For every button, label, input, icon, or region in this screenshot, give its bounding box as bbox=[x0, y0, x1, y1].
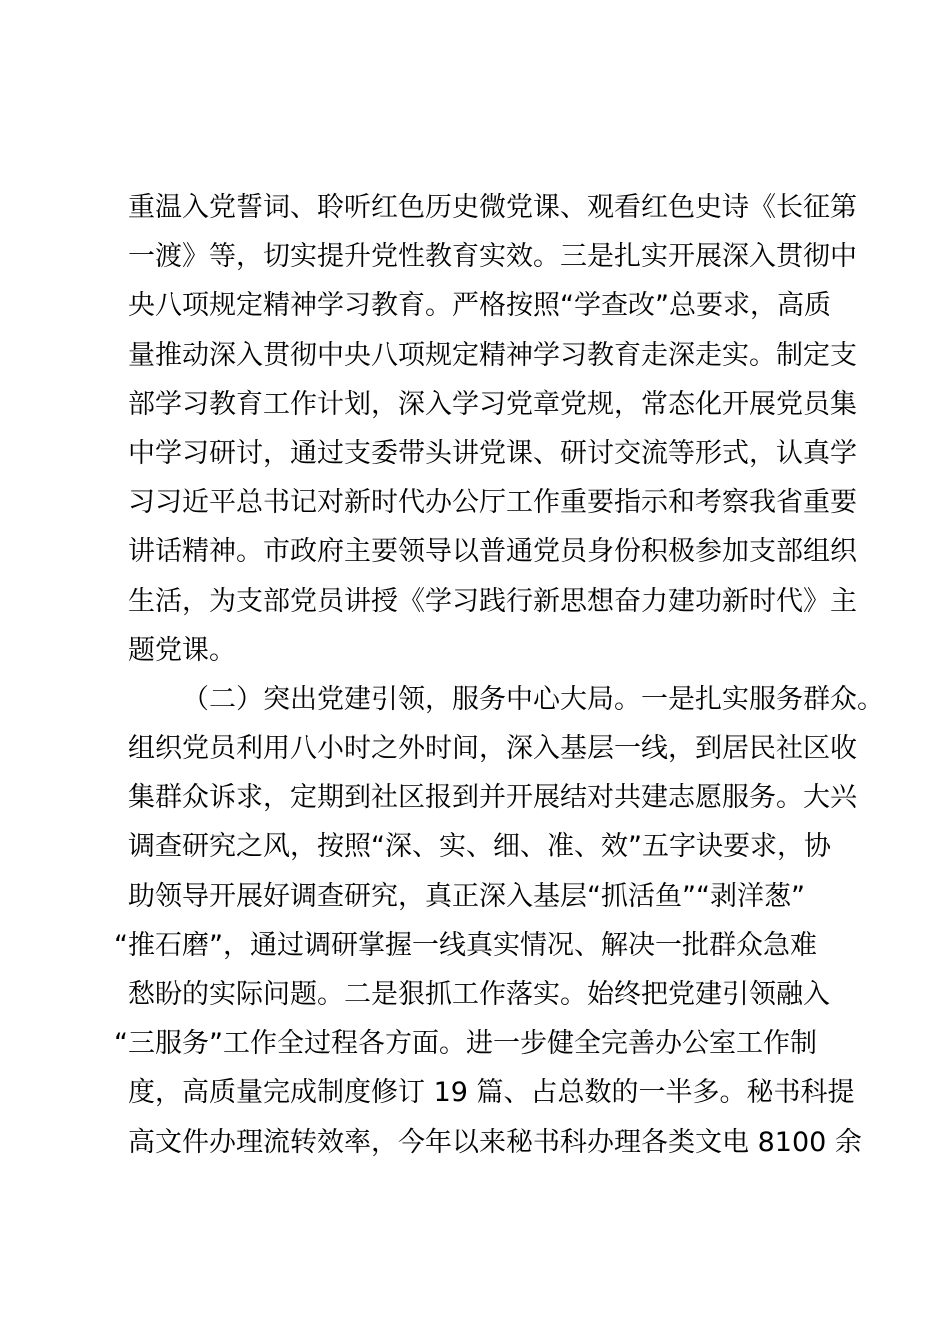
text-line: 习习近平总书记对新时代办公厅工作重要指示和考察我省重要 bbox=[128, 487, 857, 519]
text-line: 央八项规定精神学习教育。严格按照“学查改”总要求，高质 bbox=[128, 290, 831, 322]
text-line: 愁盼的实际问题。二是狠抓工作落实。始终把党建引领融入 bbox=[128, 979, 830, 1010]
text-line: 调查研究之风，按照“深、实、细、准、效”五字诀要求，协 bbox=[128, 831, 831, 863]
text-line: 讲话精神。市政府主要领导以普通党员身份积极参加支部组织 bbox=[128, 536, 857, 568]
text-line: 组织党员利用八小时之外时间，深入基层一线，到居民社区收 bbox=[128, 733, 857, 765]
text-line: “三服务”工作全过程各方面。进一步健全完善办公室工作制 bbox=[114, 1028, 817, 1060]
text-line: 题党课。 bbox=[128, 634, 236, 666]
text-line: 生活，为支部党员讲授《学习践行新思想奋力建功新时代》主 bbox=[128, 585, 857, 617]
text-line: 量推动深入贯彻中央八项规定精神学习教育走深走实。制定支 bbox=[128, 339, 857, 371]
text-line: 重温入党誓词、聆听红色历史微党课、观看红色史诗《长征第 bbox=[128, 192, 857, 223]
text-line: 一渡》等，切实提升党性教育实效。三是扎实开展深入贯彻中 bbox=[128, 241, 857, 273]
text-line: 高文件办理流转效率，今年以来秘书科办理各类文电 8100 余 bbox=[128, 1126, 862, 1158]
section-heading-line: （二）突出党建引领，服务中心大局。一是扎实服务群众。 bbox=[182, 683, 884, 715]
body-text bbox=[114, 183, 884, 1167]
text-line: “推石磨”，通过调研掌握一线真实情况、解决一批群众急难 bbox=[114, 929, 817, 961]
text-line: 集群众诉求，定期到社区报到并开展结对共建志愿服务。大兴 bbox=[128, 782, 857, 814]
text-line: 中学习研讨，通过支委带头讲党课、研讨交流等形式，认真学 bbox=[128, 437, 857, 469]
text-line: 助领导开展好调查研究，真正深入基层“抓活鱼”“剥洋葱” bbox=[128, 880, 805, 912]
text-line: 度，高质量完成制度修订 19 篇、占总数的一半多。秘书科提 bbox=[128, 1077, 855, 1109]
text-line: 部学习教育工作计划，深入学习党章党规，常态化开展党员集 bbox=[128, 388, 857, 420]
